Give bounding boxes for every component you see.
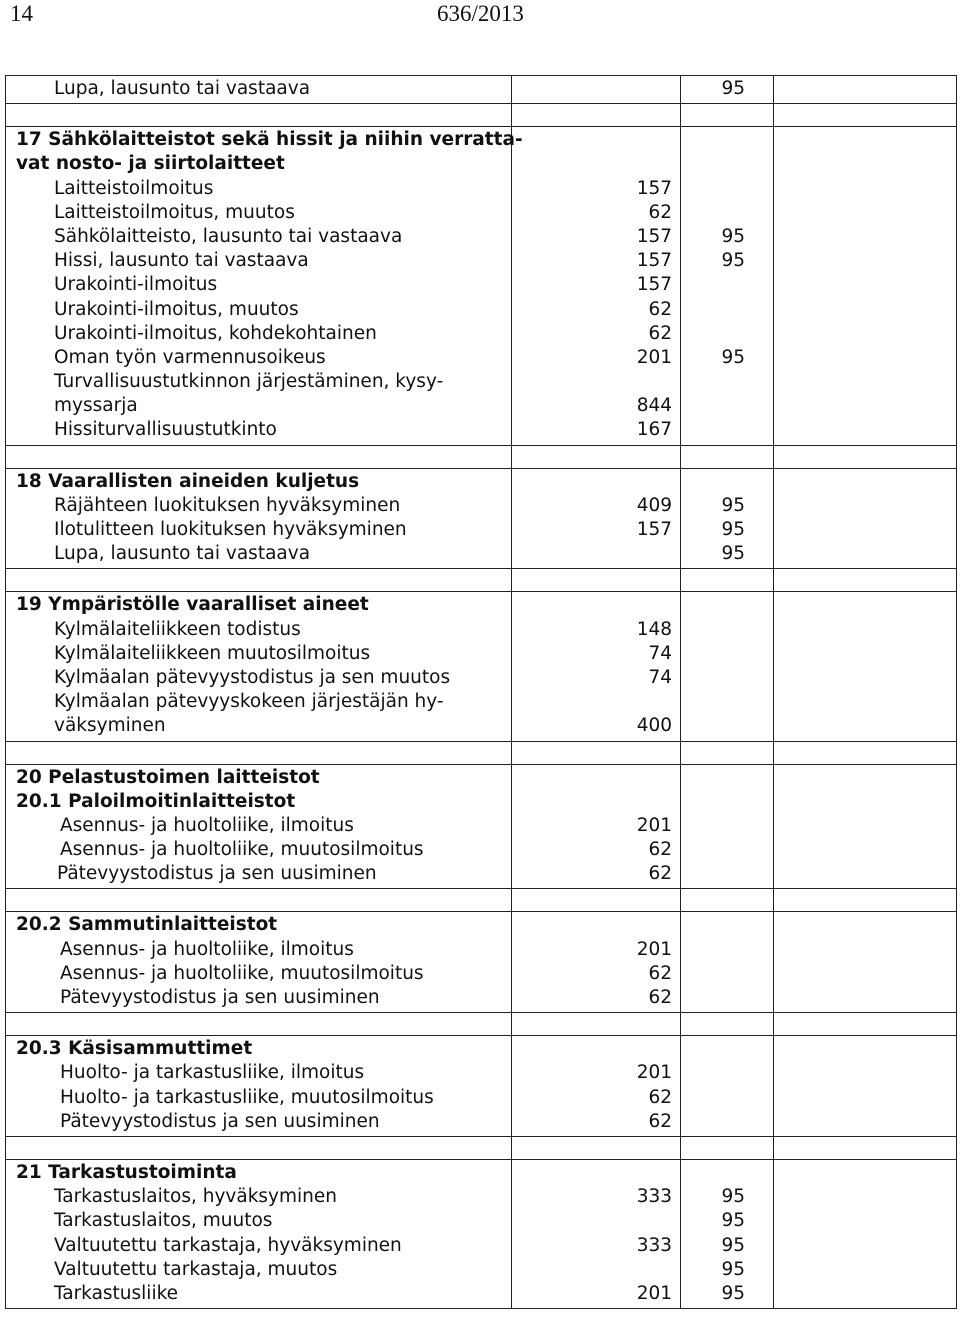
item-fee: 74: [648, 642, 672, 664]
item-extra-fee: 95: [721, 1282, 745, 1304]
item-extra-fee: [681, 814, 773, 838]
spacer-row: [6, 1136, 957, 1159]
document-number: 636/2013: [437, 1, 524, 26]
fee-cell: [512, 764, 681, 889]
item-fee: 62: [648, 298, 672, 320]
item-fee: 157: [636, 225, 672, 247]
empty-cell: [774, 912, 957, 1013]
blank-line: [681, 1037, 773, 1061]
item-label: Kylmälaiteliikkeen todistus: [54, 618, 301, 640]
extra-fee-cell: [681, 1036, 774, 1137]
item-fee: 201: [636, 938, 672, 960]
fee-table: [5, 75, 957, 1309]
item-fee: [512, 370, 680, 394]
spacer-cell: [774, 1136, 957, 1159]
blank-line: [681, 470, 773, 494]
spacer-cell: [6, 1136, 512, 1159]
item-label: Tarkastuslaitos, hyväksyminen: [54, 1186, 338, 1208]
extra-fee-cell: [681, 912, 774, 1013]
item-fee: 167: [636, 419, 672, 441]
item-extra-fee: [681, 838, 773, 862]
item-label-cell: [6, 76, 512, 104]
item-fee: 201: [636, 814, 672, 836]
item-label: Asennus- ja huoltoliike, ilmoitus: [60, 938, 354, 960]
spacer-cell: [681, 445, 774, 468]
item-label: Tarkastuslaitos, muutos: [54, 1210, 273, 1232]
section-heading: 20.3 Käsisammuttimet: [16, 1038, 253, 1060]
fee-cell: [512, 76, 681, 104]
spacer-row: [6, 104, 957, 127]
spacer-cell: [774, 889, 957, 912]
item-fee: 148: [636, 618, 672, 640]
item-extra-fee: [681, 1086, 773, 1110]
blank-line: [681, 790, 773, 814]
fee-cell: [512, 592, 681, 741]
item-label: Asennus- ja huoltoliike, ilmoitus: [60, 814, 354, 836]
section-row-s0: [6, 76, 957, 104]
item-extra-fee: 95: [721, 543, 745, 565]
item-extra-fee: 95: [721, 494, 745, 516]
spacer-cell: [512, 1136, 681, 1159]
section-heading: 18 Vaarallisten aineiden kuljetus: [16, 470, 360, 492]
section-row-s202: [6, 912, 957, 1013]
extra-fee-cell: [681, 764, 774, 889]
item-extra-fee: 95: [721, 78, 745, 99]
spacer-row: [6, 741, 957, 764]
item-fee: 62: [648, 322, 672, 344]
spacer-cell: [774, 741, 957, 764]
item-fee: 333: [636, 1186, 672, 1208]
blank-line: [512, 913, 680, 937]
item-extra-fee: [681, 938, 773, 962]
spacer-cell: [681, 104, 774, 127]
spacer-cell: [512, 445, 681, 468]
item-extra-fee: [681, 986, 773, 1010]
blank-line: [512, 1037, 680, 1061]
item-fee: 62: [648, 1110, 672, 1132]
section-row-s19: [6, 592, 957, 741]
item-fee: 157: [636, 250, 672, 272]
item-label: Hissi, lausunto tai vastaava: [54, 250, 309, 272]
item-extra-fee: [681, 273, 773, 297]
empty-cell: [774, 1036, 957, 1137]
empty-cell: [774, 592, 957, 741]
item-extra-fee: [681, 714, 773, 738]
item-label: Oman työn varmennusoikeus: [54, 346, 326, 368]
item-label: Räjähteen luokituksen hyväksyminen: [54, 494, 401, 516]
item-fee: 62: [648, 987, 672, 1008]
blank-line: [512, 470, 680, 494]
extra-fee-cell: [681, 468, 774, 569]
item-extra-fee: 95: [721, 1210, 745, 1232]
item-label: Turvallisuustutkinnon järjestäminen, kysy-: [54, 371, 444, 393]
extra-fee-cell: [681, 592, 774, 741]
empty-cell: [774, 764, 957, 889]
item-extra-fee: 95: [721, 1234, 745, 1256]
section-heading: 20.1 Paloilmoitinlaitteistot: [16, 790, 296, 812]
empty-cell: [774, 468, 957, 569]
spacer-cell: [512, 569, 681, 592]
spacer-cell: [6, 104, 512, 127]
fee-cell: [512, 1159, 681, 1308]
section-heading: 17 Sähkölaitteistot sekä hissit ja niihin verratta-: [16, 129, 523, 151]
item-label-cell: [6, 912, 512, 1013]
item-label: Urakointi-ilmoitus: [54, 274, 218, 296]
item-label: Asennus- ja huoltoliike, muutosilmoitus: [60, 839, 424, 861]
empty-cell: [774, 1159, 957, 1308]
item-label: Lupa, lausunto tai vastaava: [54, 543, 311, 565]
item-fee: 62: [648, 1086, 672, 1108]
item-label: myssarja: [54, 395, 138, 417]
spacer-cell: [6, 741, 512, 764]
item-extra-fee: [681, 862, 773, 886]
section-row-s18: [6, 468, 957, 569]
item-fee: 400: [636, 715, 672, 737]
item-label-cell: [6, 127, 523, 445]
blank-line: [681, 152, 773, 176]
item-label-cell: [6, 1036, 512, 1137]
section-heading: 20 Pelastustoimen laitteistot: [16, 766, 320, 788]
spacer-row: [6, 445, 957, 468]
spacer-cell: [774, 445, 957, 468]
spacer-row: [6, 889, 957, 912]
blank-line: [681, 913, 773, 937]
item-fee: [512, 542, 680, 566]
fee-table-body: [6, 76, 957, 1309]
item-fee: 62: [648, 839, 672, 861]
item-extra-fee: 95: [721, 250, 745, 272]
item-extra-fee: 95: [721, 1258, 745, 1280]
item-fee: 157: [636, 177, 672, 199]
item-label: Hissiturvallisuustutkinto: [54, 419, 277, 441]
item-extra-fee: 95: [721, 1186, 745, 1208]
fee-cell: [512, 912, 681, 1013]
spacer-cell: [774, 104, 957, 127]
section-heading: vat nosto- ja siirtolaitteet: [16, 153, 285, 175]
spacer-cell: [6, 445, 512, 468]
spacer-cell: [6, 1013, 512, 1036]
fee-cell: [512, 127, 681, 445]
item-fee: 157: [636, 519, 672, 540]
item-extra-fee: 95: [721, 225, 745, 247]
item-extra-fee: [681, 177, 773, 201]
spacer-cell: [681, 1013, 774, 1036]
item-fee: 409: [636, 494, 672, 516]
spacer-cell: [6, 569, 512, 592]
spacer-cell: [774, 569, 957, 592]
section-heading: 20.2 Sammutinlaitteistot: [16, 914, 278, 936]
fee-cell: [512, 468, 681, 569]
blank-line: [512, 152, 680, 176]
item-fee: 74: [648, 666, 672, 688]
blank-line: [512, 593, 680, 617]
spacer-cell: [774, 1013, 957, 1036]
item-fee: 62: [648, 201, 672, 223]
item-extra-fee: [681, 618, 773, 642]
item-label: väksyminen: [54, 715, 166, 737]
spacer-cell: [681, 1136, 774, 1159]
section-row-s203: [6, 1036, 957, 1137]
item-label: Tarkastusliike: [54, 1282, 179, 1304]
item-fee: 201: [636, 1282, 672, 1304]
item-fee: 62: [648, 863, 672, 885]
page-number: 14: [10, 1, 33, 26]
item-label: Ilotulitteen luokituksen hyväksyminen: [54, 519, 407, 540]
fee-cell: [512, 1036, 681, 1137]
item-extra-fee: [681, 394, 773, 418]
spacer-cell: [681, 889, 774, 912]
item-extra-fee: [681, 298, 773, 322]
item-label: Pätevyystodistus ja sen uusiminen: [60, 987, 380, 1008]
empty-cell: [774, 127, 957, 445]
item-label: Sähkölaitteisto, lausunto tai vastaava: [54, 225, 403, 247]
spacer-cell: [512, 889, 681, 912]
item-fee: 844: [636, 395, 672, 417]
item-extra-fee: [681, 666, 773, 690]
spacer-cell: [681, 741, 774, 764]
item-label: Valtuutettu tarkastaja, hyväksyminen: [54, 1234, 402, 1256]
item-extra-fee: [681, 962, 773, 986]
item-extra-fee: [681, 690, 773, 714]
item-fee: 157: [636, 274, 672, 296]
section-heading: 19 Ympäristölle vaaralliset aineet: [16, 594, 369, 616]
item-label: Huolto- ja tarkastusliike, ilmoitus: [60, 1062, 365, 1084]
section-row-s20: [6, 764, 957, 889]
section-row-s21: [6, 1159, 957, 1308]
item-fee: [512, 1258, 680, 1282]
item-label: Urakointi-ilmoitus, muutos: [54, 298, 299, 320]
item-label: Urakointi-ilmoitus, kohdekohtainen: [54, 322, 377, 344]
section-heading: 21 Tarkastustoiminta: [16, 1161, 237, 1183]
spacer-cell: [6, 889, 512, 912]
item-label: Pätevyystodistus ja sen uusiminen: [57, 863, 377, 885]
item-fee: 333: [636, 1234, 672, 1256]
spacer-cell: [512, 741, 681, 764]
extra-fee-cell: [681, 127, 774, 445]
blank-line: [512, 766, 680, 790]
blank-line: [512, 790, 680, 814]
item-label-cell: [6, 764, 512, 889]
item-label: Kylmäalan pätevyystodistus ja sen muutos: [54, 666, 451, 688]
item-label: Pätevyystodistus ja sen uusiminen: [60, 1110, 380, 1132]
blank-line: [681, 1161, 773, 1185]
item-label-cell: [6, 468, 512, 569]
item-label: Kylmäalan pätevyyskokeen järjestäjän hy-: [54, 691, 444, 713]
item-extra-fee: 95: [721, 346, 745, 368]
item-extra-fee: [681, 418, 773, 442]
spacer-cell: [512, 104, 681, 127]
item-label: Kylmälaiteliikkeen muutosilmoitus: [54, 642, 371, 664]
section-row-s17: [6, 127, 957, 445]
spacer-cell: [512, 1013, 681, 1036]
item-fee: [512, 77, 680, 101]
page-header: [0, 0, 960, 40]
item-label: Huolto- ja tarkastusliike, muutosilmoitus: [60, 1086, 434, 1108]
item-extra-fee: [681, 201, 773, 225]
item-label: Asennus- ja huoltoliike, muutosilmoitus: [60, 962, 424, 984]
item-fee: [512, 1209, 680, 1233]
item-label: Laitteistoilmoitus, muutos: [54, 201, 295, 223]
item-fee: 201: [636, 1062, 672, 1084]
item-extra-fee: [681, 1061, 773, 1085]
item-fee: 201: [636, 346, 672, 368]
item-extra-fee: [681, 1110, 773, 1134]
extra-fee-cell: [681, 1159, 774, 1308]
item-extra-fee: [681, 370, 773, 394]
blank-line: [512, 128, 680, 152]
item-label: Lupa, lausunto tai vastaava: [54, 78, 311, 99]
blank-line: [681, 128, 773, 152]
item-label: Laitteistoilmoitus: [54, 177, 214, 199]
item-extra-fee: 95: [721, 519, 745, 540]
blank-line: [681, 766, 773, 790]
spacer-row: [6, 569, 957, 592]
item-fee: 62: [648, 962, 672, 984]
item-label: Valtuutettu tarkastaja, muutos: [54, 1258, 338, 1280]
spacer-row: [6, 1013, 957, 1036]
item-fee: [512, 690, 680, 714]
blank-line: [681, 593, 773, 617]
blank-line: [512, 1161, 680, 1185]
item-extra-fee: [681, 642, 773, 666]
item-label-cell: [6, 1159, 512, 1308]
extra-fee-cell: [681, 76, 774, 104]
spacer-cell: [681, 569, 774, 592]
item-label-cell: [6, 592, 512, 741]
item-extra-fee: [681, 322, 773, 346]
empty-cell: [774, 76, 957, 104]
